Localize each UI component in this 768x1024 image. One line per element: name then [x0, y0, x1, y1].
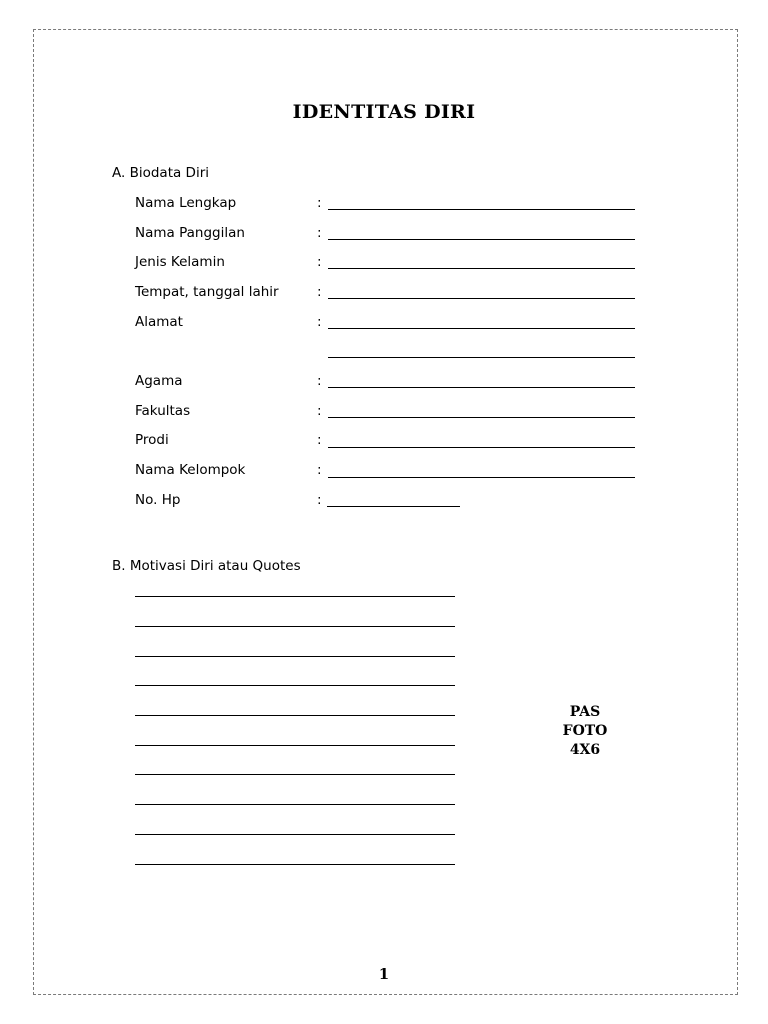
quote-line-2[interactable]: [135, 626, 331, 627]
quote-line-8-continuation: [331, 804, 455, 805]
field-input-alamat-line-1[interactable]: [328, 328, 635, 329]
field-label-agama: Agama: [135, 373, 183, 389]
field-colon: :: [317, 284, 322, 300]
photo-placeholder: [520, 703, 650, 760]
page-number: 1: [378, 965, 390, 983]
field-input-no-hp[interactable]: [327, 506, 460, 507]
field-label-prodi: Prodi: [135, 432, 169, 448]
field-label-nama-kelompok: Nama Kelompok: [135, 462, 246, 478]
photo-label-size: 4X6: [569, 742, 601, 758]
field-label-fakultas: Fakultas: [135, 403, 191, 419]
field-input-nama-lengkap[interactable]: [328, 209, 635, 210]
field-colon: :: [317, 195, 322, 211]
quote-line-6-continuation: [331, 745, 455, 746]
field-label-jenis-kelamin: Jenis Kelamin: [135, 254, 225, 270]
quote-line-1[interactable]: [135, 596, 363, 597]
quote-line-9-continuation: [331, 834, 455, 835]
field-colon: :: [317, 225, 322, 241]
quote-line-8[interactable]: [135, 804, 331, 805]
field-input-alamat-line-2[interactable]: [328, 357, 635, 358]
section-b-heading: B. Motivasi Diri atau Quotes: [112, 558, 301, 574]
field-colon: :: [317, 432, 322, 448]
field-label-tempat-tanggal-lahir: Tempat, tanggal lahir: [135, 284, 279, 300]
quote-line-3[interactable]: [135, 656, 455, 657]
photo-label-foto: FOTO: [562, 723, 608, 739]
field-label-nama-lengkap: Nama Lengkap: [135, 195, 237, 211]
field-input-prodi[interactable]: [328, 447, 635, 448]
field-input-tempat-tanggal-lahir[interactable]: [328, 298, 635, 299]
field-colon: :: [317, 403, 322, 419]
quote-line-6[interactable]: [135, 745, 331, 746]
field-input-jenis-kelamin[interactable]: [328, 268, 635, 269]
quote-line-10-continuation: [331, 864, 455, 865]
quote-line-1-continuation: [363, 596, 455, 597]
quote-line-10[interactable]: [135, 864, 331, 865]
field-input-agama[interactable]: [328, 387, 635, 388]
quote-line-5[interactable]: [135, 715, 331, 716]
field-input-nama-kelompok[interactable]: [328, 477, 635, 478]
field-colon: :: [317, 254, 322, 270]
quote-line-5-continuation: [331, 715, 455, 716]
field-colon: :: [317, 462, 322, 478]
field-colon: :: [317, 314, 322, 330]
field-input-nama-panggilan[interactable]: [328, 239, 635, 240]
field-colon: :: [317, 492, 322, 508]
field-input-fakultas[interactable]: [328, 417, 635, 418]
field-label-no-hp: No. Hp: [135, 492, 181, 508]
photo-label-pas: PAS: [569, 704, 601, 720]
field-label-alamat: Alamat: [135, 314, 183, 330]
field-label-nama-panggilan: Nama Panggilan: [135, 225, 245, 241]
quote-line-4[interactable]: [135, 685, 331, 686]
quote-line-2-continuation: [331, 626, 455, 627]
field-colon: :: [317, 373, 322, 389]
quote-line-7-continuation: [331, 774, 455, 775]
quote-line-7[interactable]: [135, 774, 331, 775]
quote-line-9[interactable]: [135, 834, 331, 835]
section-a-heading: A. Biodata Diri: [112, 165, 209, 181]
document-title: IDENTITAS DIRI: [292, 101, 476, 123]
quote-line-4-continuation: [331, 685, 455, 686]
